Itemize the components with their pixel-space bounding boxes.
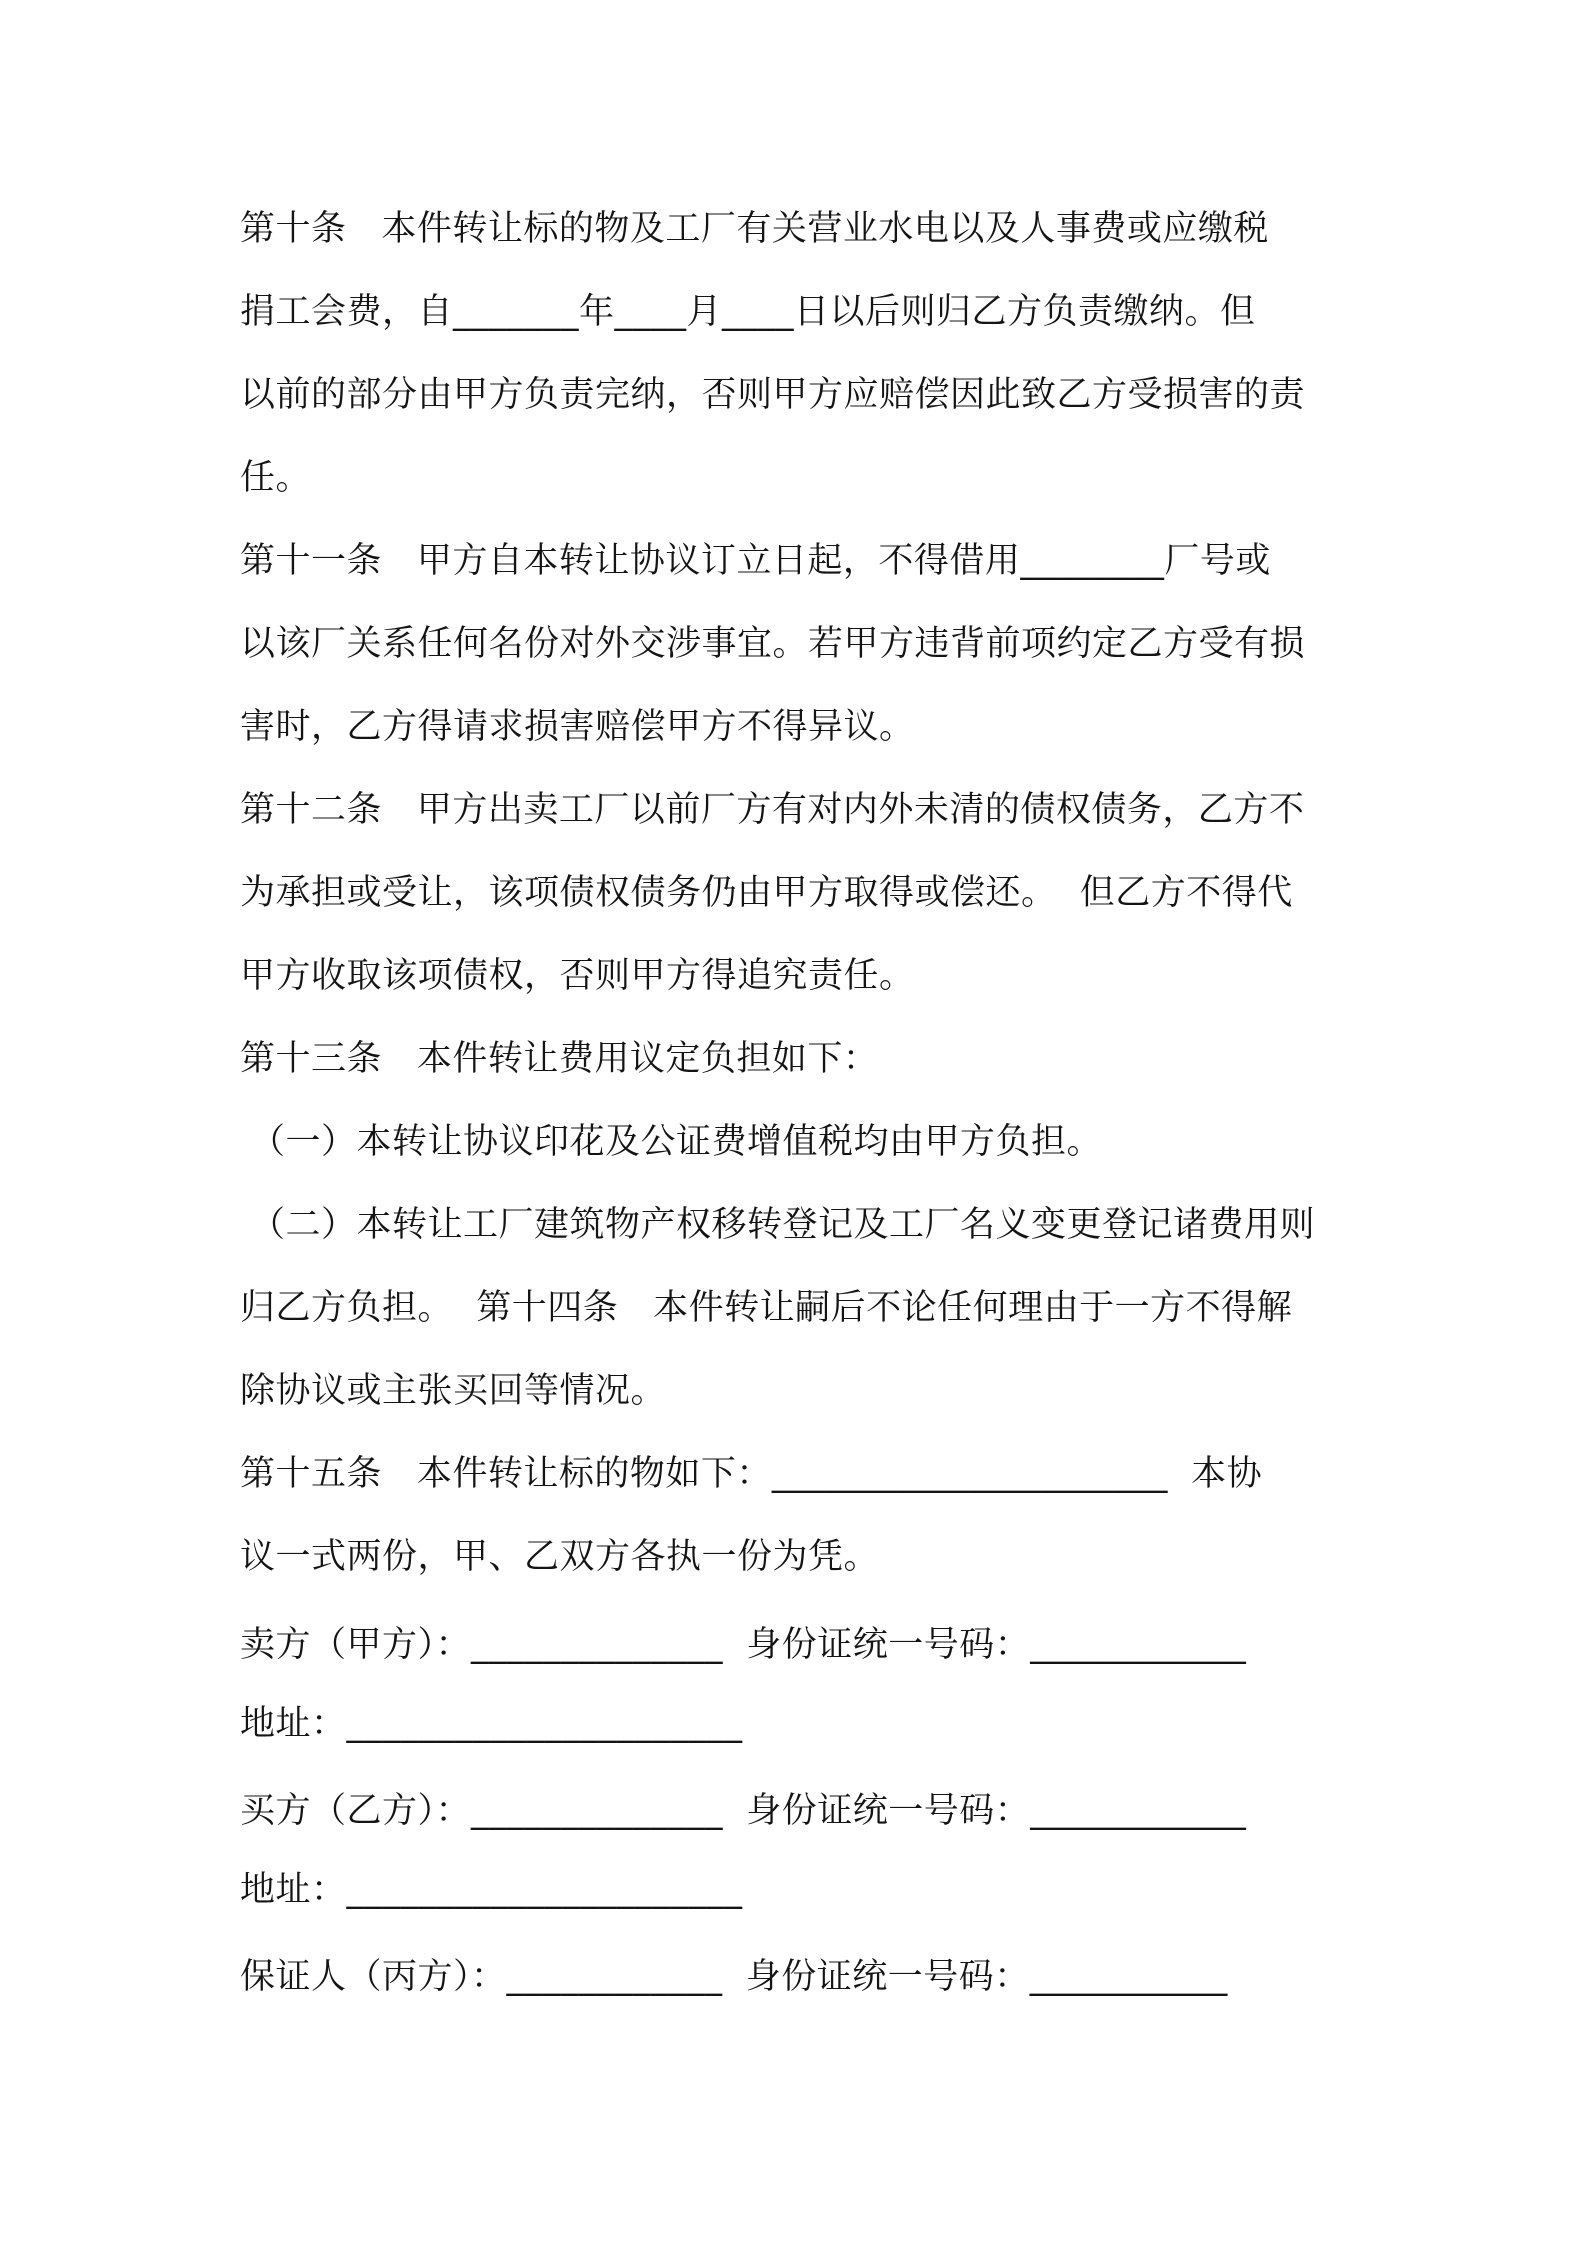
article-11-line-3: 害时，乙方得请求损害赔偿甲方不得异议。	[240, 707, 915, 747]
article-11-line-1: 第十一条 甲方自本转让协议订立日起，不得借用________厂号或	[240, 541, 1271, 581]
seller-line: 卖方（甲方）：______________ 身份证统一号码：____________	[240, 1625, 1247, 1665]
article-11-line-2: 以该厂关系任何名份对外交涉事宜。若甲方违背前项约定乙方受有损	[240, 624, 1306, 664]
article-15-line-1: 第十五条 本件转让标的物如下：______________________ 本协	[240, 1454, 1263, 1494]
article-12-line-3: 甲方收取该项债权，否则甲方得追究责任。	[240, 956, 915, 996]
article-12-line-2: 为承担或受让，该项债权债务仍由甲方取得或偿还。 但乙方不得代	[240, 873, 1293, 913]
article-10-line-3: 以前的部分由甲方负责完纳，否则甲方应赔偿因此致乙方受损害的责	[240, 375, 1306, 415]
article-15-line-2: 议一式两份，甲、乙双方各执一份为凭。	[240, 1537, 880, 1577]
article-13-item-2-line-1: （二）本转让工厂建筑物产权移转登记及工厂名义变更登记诸费用则	[250, 1205, 1316, 1245]
buyer-line: 买方（乙方）：______________ 身份证统一号码：____________	[240, 1791, 1247, 1831]
article-14-line-2: 除协议或主张买回等情况。	[240, 1371, 667, 1411]
buyer-address-line: 地址：______________________	[240, 1870, 743, 1910]
article-10-line-2: 捐工会费，自_______年____月____日以后则归乙方负责缴纳。但	[240, 292, 1256, 332]
article-13-item-2-line-2: 归乙方负担。 第十四条 本件转让嗣后不论任何理由于一方不得解	[240, 1288, 1293, 1328]
article-12-line-1: 第十二条 甲方出卖工厂以前厂方有对内外未清的债权债务，乙方不	[240, 790, 1305, 830]
seller-address-line: 地址：______________________	[240, 1704, 743, 1744]
article-10-line-1: 第十条 本件转让标的物及工厂有关营业水电以及人事费或应缴税	[240, 209, 1269, 249]
article-13-line-1: 第十三条 本件转让费用议定负担如下：	[240, 1039, 879, 1079]
article-10-line-4: 任。	[240, 458, 312, 498]
guarantor-line: 保证人（丙方）：____________ 身份证统一号码：___________	[240, 1957, 1228, 1997]
article-13-item-1: （一）本转让协议印花及公证费增值税均由甲方负担。	[250, 1122, 1103, 1162]
